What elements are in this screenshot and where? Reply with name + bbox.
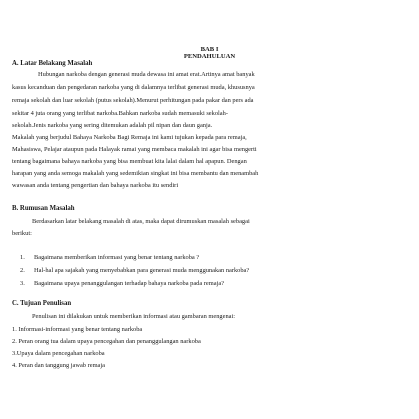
list-item: 3. Bagaimana upaya penanggulangan terhadap bahaya narkoba pada remaja?: [20, 280, 225, 287]
section-a-line: tentang bagaimana bahaya narkoba yang bisa membuat kita lalai dalam hal apapun. Dengan: [12, 158, 247, 165]
section-a-heading: A. Latar Belakang Masalah: [12, 60, 93, 67]
section-a-line: harapan yang anda semoga makalah yang sedemikian singkat ini bisa membantu dan menambah: [12, 170, 259, 177]
section-a-line: sekitar 4 juta orang yang terlibat narkoba.Bahkan narkoba sudah memasuki sekolah-: [12, 110, 228, 117]
list-item: 4. Peran dan tanggung jawab remaja: [12, 362, 105, 369]
section-c-intro: Penulisan ini dilakukan untuk memberikan informasi atau gambaran mengenai:: [32, 313, 236, 320]
section-b-intro-line: berikut:: [12, 230, 32, 237]
chapter-title: PENDAHULUAN: [183, 53, 236, 60]
section-b-heading: B. Rumusan Masalah: [12, 205, 75, 212]
section-a-line: Hubungan narkoba dengan generasi muda dewasa ini amat erat.Artinya amat banyak: [38, 71, 255, 78]
section-a-line: remaja sekolah dan luar sekolah (putus sekolah).Menurut perhitungan pada pakar dan pers ada: [12, 97, 254, 104]
section-a-line: wawasan anda tentang pengertian dan bahaya narkoba itu sendiri: [12, 182, 179, 189]
list-item: 2. Peran orang tua dalam upaya pencegahan dan penanggulangan narkoba: [12, 338, 201, 345]
section-a-line: kasus kecanduan dan pengedaran narkoba yang di dalamnya terlibat generasi muda, khususnya: [12, 84, 255, 91]
list-item: 1. Informasi-informasi yang benar tentang narkoba: [12, 326, 143, 333]
section-a-line: sekolah.Jenis narkoba yang sering ditemukan adalah pil nipan dan daun ganja.: [12, 122, 213, 129]
section-a-line: Makalah yang berjudul Bahaya Narkoba Bagi Remaja ini kami tujukan kepada para remaja,: [12, 134, 247, 141]
section-b-intro-line: Berdasarkan latar belakang masalah di atas, maka dapat dirumuskan masalah sebagai: [32, 218, 250, 225]
list-item: 3.Upaya dalam pencegahan narkoba: [12, 350, 105, 357]
section-c-heading: C. Tujuan Penulisan: [12, 300, 72, 307]
list-item: 1. Bagaimana memberikan informasi yang benar tentang narkoba ?: [20, 254, 200, 261]
section-a-line: Mahasiswa, Pelajar ataupun pada Halayak ramai yang membaca makalah ini agar bisa mengerti: [12, 146, 257, 153]
chapter-number: BAB I: [200, 46, 219, 53]
list-item: 2. Hal-hal apa sajakah yang menyebabkan para generasi muda menggunakan narkoba?: [20, 267, 250, 274]
